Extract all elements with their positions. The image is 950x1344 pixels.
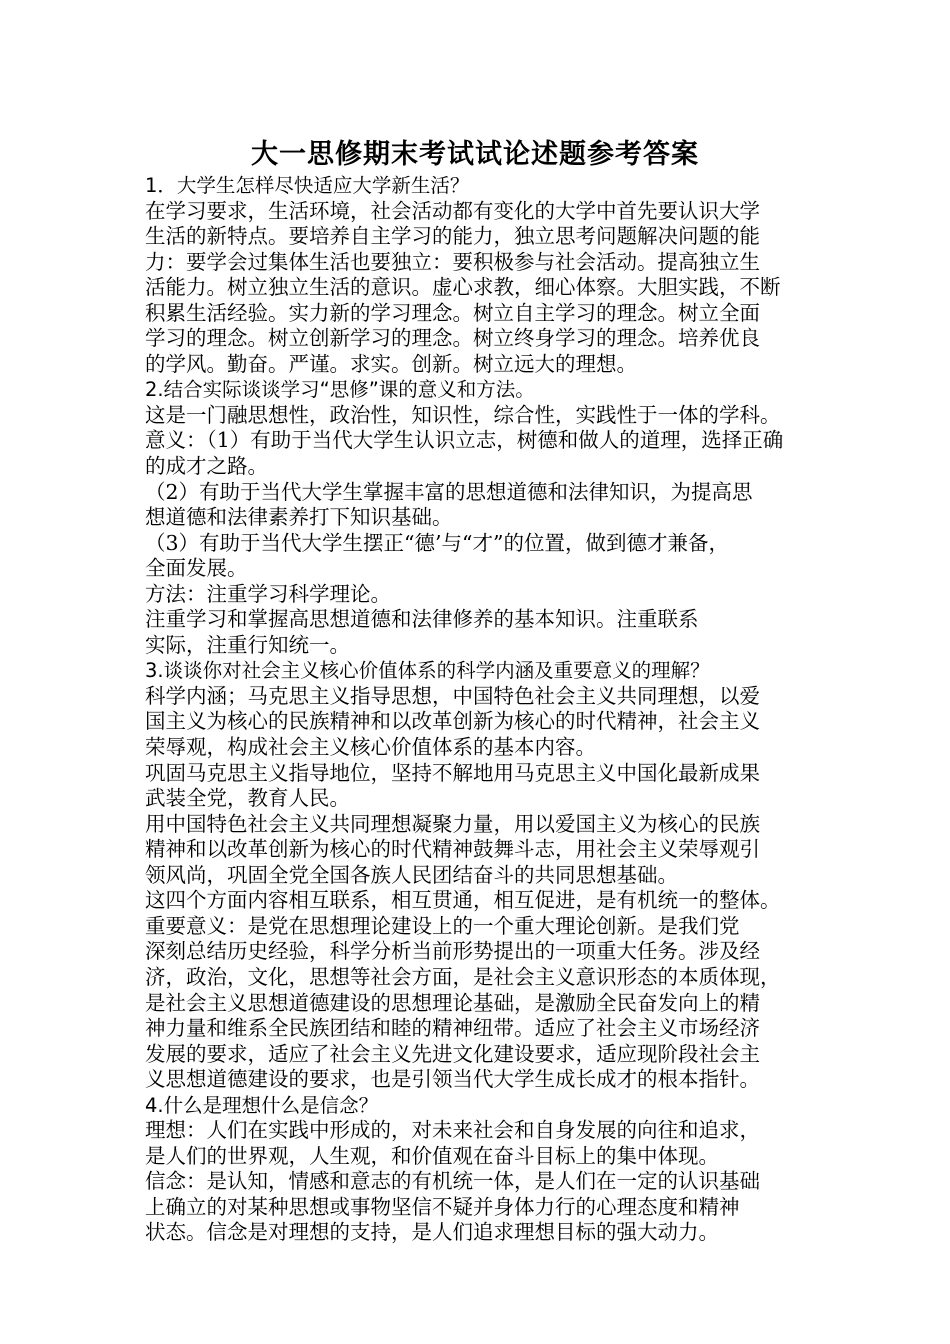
text-line: （3）有助于当代大学生摆正“德’与“才”的位置，做到德才兼备， <box>145 530 729 555</box>
text-line: 信念：是认知，情感和意志的有机统一体，是人们在一定的认识基础 <box>145 1169 760 1194</box>
text-line: 深刻总结历史经验，科学分析当前形势提出的一项重大任务。涉及经 <box>145 939 760 964</box>
text-line: 荣辱观，构成社会主义核心价值体系的基本内容。 <box>145 735 596 760</box>
question-heading: 1．大学生怎样尽快适应大学新生活？ <box>145 174 470 197</box>
text-line: 这是一门融思想性，政治性，知识性，综合性，实践性于一体的学科。 <box>145 402 781 427</box>
text-line: （2）有助于当代大学生掌握丰富的思想道德和法律知识，为提高思 <box>145 479 753 504</box>
text-line: 科学内涵；马克思主义指导思想，中国特色社会主义共同理想，以爱 <box>145 683 760 708</box>
text-line: 注重学习和掌握高思想道德和法律修养的基本知识。注重联系 <box>145 607 699 632</box>
text-line: 的成才之路。 <box>145 454 268 479</box>
page-title: 大一思修期末考试试论述题参考答案 <box>251 139 699 170</box>
text-line: 国主义为核心的民族精神和以改革创新为核心的时代精神，社会主义 <box>145 709 760 734</box>
text-line: 状态。信念是对理想的支持，是人们追求理想目标的强大动力。 <box>145 1220 719 1245</box>
text-line: 神力量和维系全民族团结和睦的精神纽带。适应了社会主义市场经济 <box>145 1016 760 1041</box>
text-line: 义思想道德建设的要求，也是引领当代大学生成长成才的根本指针。 <box>145 1067 760 1092</box>
text-line: 济，政治，文化，思想等社会方面，是社会主义意识形态的本质体现， <box>145 964 781 989</box>
text-line: 活能力。树立独立生活的意识。虚心求教，细心体察。大胆实践，不断 <box>145 275 781 300</box>
text-line: 想道德和法律素养打下知识基础。 <box>145 505 453 530</box>
text-line: 实际，注重行知统一。 <box>145 632 350 657</box>
text-line: 发展的要求，适应了社会主义先进文化建设要求，适应现阶段社会主 <box>145 1041 760 1066</box>
text-line: 意义：（1）有助于当代大学生认识立志，树德和做人的道理，选择正确 <box>145 428 784 453</box>
text-line: 学习的理念。树立创新学习的理念。树立终身学习的理念。培养优良 <box>145 326 760 351</box>
question-heading: 4.什么是理想什么是信念？ <box>145 1093 379 1117</box>
text-line: 领风尚，巩固全党全国各族人民团结奋斗的共同思想基础。 <box>145 862 678 887</box>
text-line: 全面发展。 <box>145 556 248 581</box>
text-line: 理想：人们在实践中形成的，对未来社会和自身发展的向往和追求， <box>145 1118 760 1143</box>
text-line: 生活的新特点。要培养自主学习的能力，独立思考问题解决问题的能 <box>145 224 760 249</box>
text-line: 在学习要求，生活环境，社会活动都有变化的大学中首先要认识大学 <box>145 198 760 223</box>
text-line: 用中国特色社会主义共同理想凝聚力量，用以爱国主义为核心的民族 <box>145 811 760 836</box>
question-heading: 2.结合实际谈谈学习“思修”课的意义和方法。 <box>145 378 535 402</box>
text-line: 力：要学会过集体生活也要独立：要积极参与社会活动。提高独立生 <box>145 249 760 274</box>
text-line: 是人们的世界观，人生观，和价值观在奋斗目标上的集中体现。 <box>145 1143 719 1168</box>
question-heading: 3.谈谈你对社会主义核心价值体系的科学内涵及重要意义的理解？ <box>145 659 710 683</box>
text-line: 重要意义：是党在思想理论建设上的一个重大理论创新。是我们党 <box>145 913 740 938</box>
text-line: 巩固马克思主义指导地位，坚持不解地用马克思主义中国化最新成果 <box>145 760 760 785</box>
text-line: 这四个方面内容相互联系，相互贯通，相互促进，是有机统一的整体。 <box>145 888 781 913</box>
text-line: 的学风。勤奋。严谨。求实。创新。树立远大的理想。 <box>145 351 637 376</box>
text-line: 是社会主义思想道德建设的思想理论基础，是激励全民奋发向上的精 <box>145 990 760 1015</box>
document-body <box>145 173 815 1246</box>
text-line: 精神和以改革创新为核心的时代精神鼓舞斗志，用社会主义荣辱观引 <box>145 837 760 862</box>
text-line: 积累生活经验。实力新的学习理念。树立自主学习的理念。树立全面 <box>145 300 760 325</box>
text-line: 上确立的对某种思想或事物坚信不疑并身体力行的心理态度和精神 <box>145 1194 740 1219</box>
text-line: 武装全党，教育人民。 <box>145 786 350 811</box>
text-line: 方法：注重学习科学理论。 <box>145 581 391 606</box>
